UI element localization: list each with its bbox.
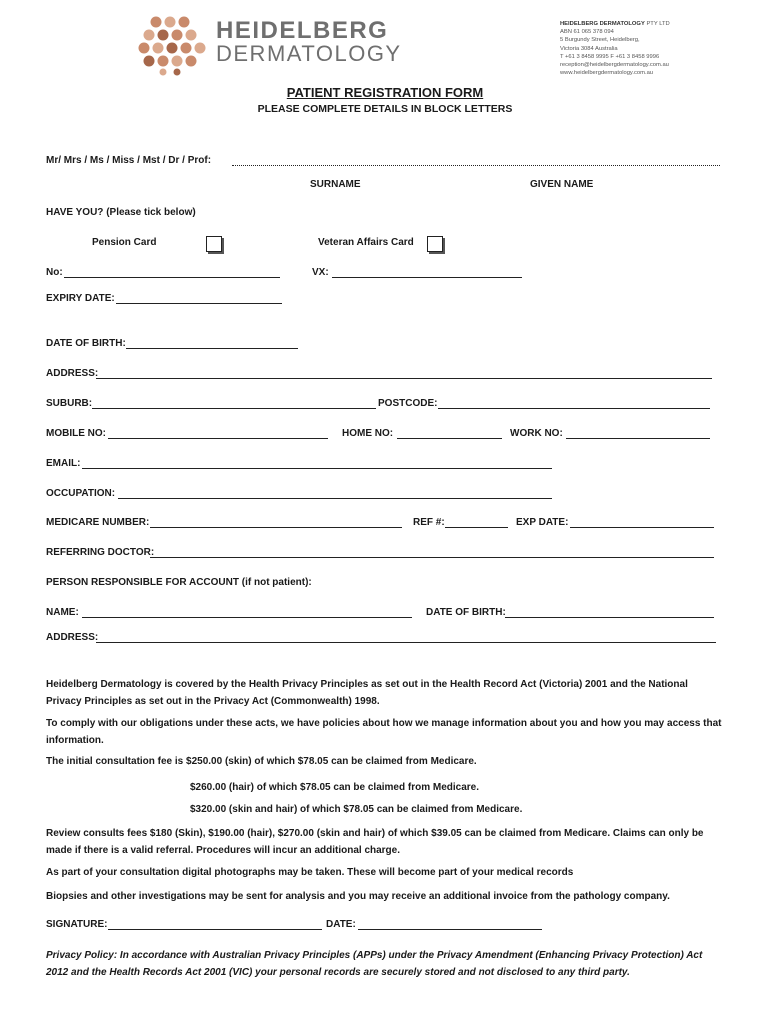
medicare-field[interactable] — [150, 527, 402, 528]
form-title: PATIENT REGISTRATION FORM — [286, 85, 484, 100]
signature-label: SIGNATURE: — [46, 919, 108, 930]
account-address-field[interactable] — [96, 642, 716, 643]
vx-field[interactable] — [332, 277, 522, 278]
signature-date-field[interactable] — [358, 929, 542, 930]
home-label: HOME NO: — [342, 428, 394, 439]
form-subtitle: PLEASE COMPLETE DETAILS IN BLOCK LETTERS — [257, 103, 513, 115]
account-dob-label: DATE OF BIRTH: — [426, 607, 506, 618]
email-field[interactable] — [82, 468, 552, 469]
postcode-field[interactable] — [438, 408, 710, 409]
company-email: reception@heidelbergdermatology.com.au — [560, 62, 669, 69]
card-number-label: No: — [46, 267, 63, 278]
company-website: www.heidelbergdermatology.com.au — [560, 70, 654, 77]
signature-date-label: DATE: — [326, 919, 356, 930]
contact-block — [560, 20, 670, 77]
company-logo — [138, 16, 206, 76]
referring-doctor-field[interactable] — [150, 557, 714, 558]
account-dob-field[interactable] — [505, 617, 714, 618]
occupation-label: OCCUPATION: — [46, 488, 116, 499]
review-fees-text: Review consults fees $180 (Skin), $190.00 (hair), $270.00 (skin and hair) of which $39.05 can be claimed from Medicare. Claims can only be made if there is a valid referral. Procedures will incur an additional charge. — [46, 828, 704, 856]
dob-label: DATE OF BIRTH: — [46, 338, 126, 349]
account-address-label: ADDRESS: — [46, 632, 99, 643]
title-prefix-label: Mr/ Mrs / Ms / Miss / Mst / Dr / Prof: — [46, 155, 212, 166]
photographs-text: As part of your consultation digital photographs may be taken. These will become part of your medical records — [46, 867, 574, 878]
card-number-field[interactable] — [64, 277, 280, 278]
obligations-text: To comply with our obligations under these acts, we have policies about how we manage information about you and how you may access that information. — [46, 718, 722, 746]
account-name-field[interactable] — [82, 617, 412, 618]
exp-date-label: EXP DATE: — [516, 517, 569, 528]
veteran-affairs-label: Veteran Affairs Card — [318, 237, 414, 248]
company-phone: T +61 3 8458 9995 F +61 3 8458 9996 — [560, 53, 660, 60]
work-field[interactable] — [566, 438, 710, 439]
fee-skin-hair-text: $320.00 (skin and hair) of which $78.05 can be claimed from Medicare. — [190, 804, 523, 815]
surname-label: SURNAME — [310, 179, 361, 190]
biopsies-text: Biopsies and other investigations may be sent for analysis and you may receive an additional invoice from the pathology company. — [46, 891, 670, 902]
company-address-line1: 5 Burgundy Street, Heidelberg, — [560, 37, 640, 44]
account-name-label: NAME: — [46, 607, 79, 618]
exp-date-field[interactable] — [570, 527, 714, 528]
company-address-line2: Victoria 3084 Australia — [560, 45, 618, 52]
pension-card-label: Pension Card — [92, 237, 157, 248]
suburb-field[interactable] — [92, 408, 376, 409]
veteran-affairs-checkbox[interactable] — [427, 236, 443, 252]
expiry-date-label: EXPIRY DATE: — [46, 293, 115, 304]
ref-field[interactable] — [445, 527, 508, 528]
address-field[interactable] — [96, 378, 712, 379]
company-name: HEIDELBERG DERMATOLOGY PTY LTD — [560, 21, 670, 27]
medicare-label: MEDICARE NUMBER: — [46, 517, 150, 528]
home-field[interactable] — [397, 438, 502, 439]
occupation-field[interactable] — [118, 498, 552, 499]
email-label: EMAIL: — [46, 458, 81, 469]
fee-skin-text: The initial consultation fee is $250.00 (skin) of which $78.05 can be claimed from Medicare. — [46, 756, 477, 767]
address-label: ADDRESS: — [46, 368, 99, 379]
work-label: WORK NO: — [510, 428, 563, 439]
given-name-label: GIVEN NAME — [530, 179, 594, 190]
pension-card-checkbox[interactable] — [206, 236, 222, 252]
mobile-label: MOBILE NO: — [46, 428, 106, 439]
suburb-label: SUBURB: — [46, 398, 93, 409]
privacy-principles-text: Heidelberg Dermatology is covered by the Health Privacy Principles as set out in the Health Record Act (Victoria) 2001 and the National Privacy Principles as set out in the Privacy Act (Commonwealth) 1998. — [46, 679, 688, 707]
full-name-field[interactable] — [232, 165, 720, 166]
expiry-date-field[interactable] — [116, 303, 282, 304]
responsible-person-label: PERSON RESPONSIBLE FOR ACCOUNT (if not patient): — [46, 577, 312, 588]
brand-name-line2: DERMATOLOGY — [216, 41, 402, 66]
fee-hair-text: $260.00 (hair) of which $78.05 can be claimed from Medicare. — [190, 782, 480, 793]
referring-doctor-label: REFERRING DOCTOR: — [46, 547, 155, 558]
vx-label: VX: — [312, 267, 329, 278]
mobile-field[interactable] — [108, 438, 328, 439]
postcode-label: POSTCODE: — [378, 398, 438, 409]
dob-field[interactable] — [126, 348, 298, 349]
company-abn: ABN 61 065 378 094 — [560, 29, 614, 36]
signature-field[interactable] — [108, 929, 322, 930]
brand-name-line1: HEIDELBERG — [216, 17, 389, 44]
ref-label: REF #: — [413, 517, 445, 528]
privacy-policy-text: Privacy Policy: In accordance with Australian Privacy Principles (APPs) under the Privacy Amendment (Enhancing Privacy Protection) Act 2012 and the Health Records Act 2001 (VIC) your personal records are securely stored and not disclosed to any third party. — [46, 950, 703, 978]
have-you-label: HAVE YOU? (Please tick below) — [46, 207, 196, 218]
